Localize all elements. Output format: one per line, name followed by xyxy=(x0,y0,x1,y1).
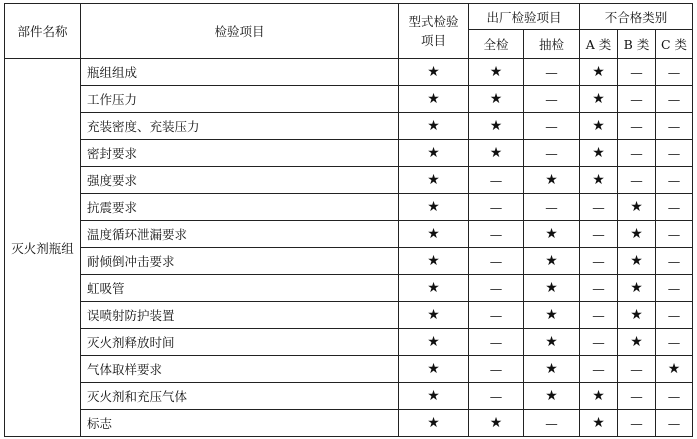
dash-mark: — xyxy=(667,307,681,323)
table-row xyxy=(5,410,693,437)
full-check-cell xyxy=(469,275,524,302)
item-name-cell: 温度循环泄漏要求 xyxy=(81,221,399,248)
dash-mark: — xyxy=(489,226,503,242)
star-mark: ★ xyxy=(545,280,558,296)
full-check-cell xyxy=(469,302,524,329)
sample-check-cell xyxy=(524,113,580,140)
full-check-cell xyxy=(469,167,524,194)
star-mark: ★ xyxy=(667,361,681,377)
table-row xyxy=(5,86,693,113)
class-c-cell xyxy=(656,383,693,410)
header-class-a: A 类 xyxy=(580,30,618,59)
dash-mark: — xyxy=(630,361,643,377)
dash-mark: — xyxy=(667,415,681,431)
type-test-cell xyxy=(399,86,469,113)
class-a-cell xyxy=(580,248,618,275)
star-mark: ★ xyxy=(489,91,503,107)
star-mark: ★ xyxy=(545,226,558,242)
sample-check-cell xyxy=(524,248,580,275)
table-row xyxy=(5,248,693,275)
full-check-cell xyxy=(469,383,524,410)
star-mark: ★ xyxy=(592,145,605,161)
item-name-cell: 灭火剂和充压气体 xyxy=(81,383,399,410)
item-name-cell: 工作压力 xyxy=(81,86,399,113)
class-b-cell xyxy=(618,113,656,140)
dash-mark: — xyxy=(489,334,503,350)
dash-mark: — xyxy=(667,145,681,161)
class-c-cell xyxy=(656,302,693,329)
star-mark: ★ xyxy=(545,388,558,404)
class-b-cell xyxy=(618,86,656,113)
header-row-1 xyxy=(5,4,693,30)
star-mark: ★ xyxy=(427,388,440,404)
star-mark: ★ xyxy=(545,361,558,377)
header-item: 检验项目 xyxy=(81,4,399,59)
star-mark: ★ xyxy=(427,145,440,161)
sample-check-cell xyxy=(524,59,580,86)
star-mark: ★ xyxy=(489,415,503,431)
class-b-cell xyxy=(618,221,656,248)
header-type-test xyxy=(399,4,469,59)
star-mark: ★ xyxy=(592,415,605,431)
class-a-cell xyxy=(580,329,618,356)
class-b-cell xyxy=(618,302,656,329)
star-mark: ★ xyxy=(489,118,503,134)
class-c-cell xyxy=(656,248,693,275)
dash-mark: — xyxy=(592,280,605,296)
class-a-cell xyxy=(580,167,618,194)
star-mark: ★ xyxy=(592,118,605,134)
class-c-cell xyxy=(656,275,693,302)
dash-mark: — xyxy=(667,118,681,134)
class-a-cell xyxy=(580,410,618,437)
star-mark: ★ xyxy=(427,280,440,296)
star-mark: ★ xyxy=(630,280,643,296)
class-a-cell xyxy=(580,86,618,113)
full-check-cell xyxy=(469,329,524,356)
type-test-cell xyxy=(399,59,469,86)
star-mark: ★ xyxy=(489,145,503,161)
dash-mark: — xyxy=(545,64,558,80)
type-test-cell xyxy=(399,329,469,356)
item-name-cell: 强度要求 xyxy=(81,167,399,194)
star-mark: ★ xyxy=(545,334,558,350)
dash-mark: — xyxy=(630,118,643,134)
dash-mark: — xyxy=(592,199,605,215)
class-c-cell xyxy=(656,194,693,221)
dash-mark: — xyxy=(489,253,503,269)
type-test-cell xyxy=(399,302,469,329)
star-mark: ★ xyxy=(427,199,440,215)
class-b-cell xyxy=(618,59,656,86)
star-mark: ★ xyxy=(427,226,440,242)
class-b-cell xyxy=(618,248,656,275)
star-mark: ★ xyxy=(545,253,558,269)
type-test-cell xyxy=(399,383,469,410)
full-check-cell xyxy=(469,248,524,275)
dash-mark: — xyxy=(489,172,503,188)
dash-mark: — xyxy=(592,253,605,269)
dash-mark: — xyxy=(630,415,643,431)
table-row xyxy=(5,221,693,248)
class-c-cell xyxy=(656,140,693,167)
sample-check-cell xyxy=(524,383,580,410)
class-a-cell xyxy=(580,302,618,329)
class-a-cell xyxy=(580,194,618,221)
star-mark: ★ xyxy=(630,226,643,242)
item-name-cell: 误喷射防护装置 xyxy=(81,302,399,329)
dash-mark: — xyxy=(630,64,643,80)
dash-mark: — xyxy=(489,199,503,215)
item-name-cell: 灭火剂释放时间 xyxy=(81,329,399,356)
class-a-cell xyxy=(580,221,618,248)
sample-check-cell xyxy=(524,194,580,221)
header-full: 全检 xyxy=(469,30,524,59)
table-row xyxy=(5,167,693,194)
item-name-cell: 抗震要求 xyxy=(81,194,399,221)
item-name-cell: 瓶组组成 xyxy=(81,59,399,86)
table-row xyxy=(5,302,693,329)
header-type-test-label: 型式检验项目 xyxy=(408,14,459,48)
full-check-cell xyxy=(469,356,524,383)
inspection-table xyxy=(4,3,693,437)
item-name-cell: 充装密度、充装压力 xyxy=(81,113,399,140)
star-mark: ★ xyxy=(630,307,643,323)
dash-mark: — xyxy=(667,199,681,215)
dash-mark: — xyxy=(489,307,503,323)
part-name-cell: 灭火剂瓶组 xyxy=(5,59,81,437)
dash-mark: — xyxy=(592,307,605,323)
type-test-cell xyxy=(399,410,469,437)
header-part-name: 部件名称 xyxy=(5,4,81,59)
class-b-cell xyxy=(618,329,656,356)
header-sample: 抽检 xyxy=(524,30,580,59)
sample-check-cell xyxy=(524,86,580,113)
dash-mark: — xyxy=(545,118,558,134)
class-c-cell xyxy=(656,221,693,248)
sample-check-cell xyxy=(524,221,580,248)
class-a-cell xyxy=(580,113,618,140)
star-mark: ★ xyxy=(592,388,605,404)
dash-mark: — xyxy=(630,91,643,107)
dash-mark: — xyxy=(630,388,643,404)
class-c-cell xyxy=(656,167,693,194)
dash-mark: — xyxy=(489,388,503,404)
table-row xyxy=(5,194,693,221)
sample-check-cell xyxy=(524,356,580,383)
class-b-cell xyxy=(618,410,656,437)
full-check-cell xyxy=(469,221,524,248)
dash-mark: — xyxy=(592,361,605,377)
table-row xyxy=(5,113,693,140)
dash-mark: — xyxy=(667,280,681,296)
class-b-cell xyxy=(618,167,656,194)
table-row xyxy=(5,140,693,167)
star-mark: ★ xyxy=(427,172,440,188)
dash-mark: — xyxy=(667,388,681,404)
star-mark: ★ xyxy=(630,334,643,350)
star-mark: ★ xyxy=(427,118,440,134)
table-row xyxy=(5,59,693,86)
type-test-cell xyxy=(399,194,469,221)
star-mark: ★ xyxy=(427,64,440,80)
dash-mark: — xyxy=(592,334,605,350)
dash-mark: — xyxy=(489,361,503,377)
header-factory-test: 出厂检验项目 xyxy=(469,4,580,30)
item-name-cell: 气体取样要求 xyxy=(81,356,399,383)
class-c-cell xyxy=(656,86,693,113)
table-row xyxy=(5,275,693,302)
class-a-cell xyxy=(580,140,618,167)
dash-mark: — xyxy=(592,226,605,242)
star-mark: ★ xyxy=(427,253,440,269)
type-test-cell xyxy=(399,140,469,167)
sample-check-cell xyxy=(524,275,580,302)
item-name-cell: 耐倾倒冲击要求 xyxy=(81,248,399,275)
type-test-cell xyxy=(399,167,469,194)
star-mark: ★ xyxy=(545,307,558,323)
star-mark: ★ xyxy=(427,415,440,431)
class-a-cell xyxy=(580,275,618,302)
full-check-cell xyxy=(469,194,524,221)
class-c-cell xyxy=(656,113,693,140)
type-test-cell xyxy=(399,275,469,302)
star-mark: ★ xyxy=(427,361,440,377)
dash-mark: — xyxy=(545,91,558,107)
sample-check-cell xyxy=(524,410,580,437)
type-test-cell xyxy=(399,113,469,140)
star-mark: ★ xyxy=(592,91,605,107)
dash-mark: — xyxy=(630,145,643,161)
header-nonconformity: 不合格类别 xyxy=(580,4,693,30)
star-mark: ★ xyxy=(592,172,605,188)
sample-check-cell xyxy=(524,140,580,167)
item-name-cell: 密封要求 xyxy=(81,140,399,167)
dash-mark: — xyxy=(545,199,558,215)
dash-mark: — xyxy=(667,172,681,188)
class-a-cell xyxy=(580,356,618,383)
class-c-cell xyxy=(656,410,693,437)
table-row xyxy=(5,383,693,410)
class-b-cell xyxy=(618,275,656,302)
item-name-cell: 标志 xyxy=(81,410,399,437)
header-class-c: C 类 xyxy=(656,30,693,59)
full-check-cell xyxy=(469,410,524,437)
star-mark: ★ xyxy=(427,91,440,107)
class-a-cell xyxy=(580,383,618,410)
class-c-cell xyxy=(656,329,693,356)
class-b-cell xyxy=(618,140,656,167)
dash-mark: — xyxy=(630,172,643,188)
table-row xyxy=(5,329,693,356)
class-b-cell xyxy=(618,383,656,410)
star-mark: ★ xyxy=(630,199,643,215)
type-test-cell xyxy=(399,356,469,383)
full-check-cell xyxy=(469,86,524,113)
dash-mark: — xyxy=(545,415,558,431)
full-check-cell xyxy=(469,59,524,86)
dash-mark: — xyxy=(667,91,681,107)
class-b-cell xyxy=(618,194,656,221)
header-class-b: B 类 xyxy=(618,30,656,59)
table-row xyxy=(5,356,693,383)
full-check-cell xyxy=(469,113,524,140)
sample-check-cell xyxy=(524,167,580,194)
star-mark: ★ xyxy=(427,334,440,350)
sample-check-cell xyxy=(524,302,580,329)
class-b-cell xyxy=(618,356,656,383)
type-test-cell xyxy=(399,248,469,275)
class-c-cell xyxy=(656,59,693,86)
dash-mark: — xyxy=(545,145,558,161)
dash-mark: — xyxy=(667,253,681,269)
star-mark: ★ xyxy=(489,64,503,80)
item-name-cell: 虹吸管 xyxy=(81,275,399,302)
sample-check-cell xyxy=(524,329,580,356)
star-mark: ★ xyxy=(592,64,605,80)
dash-mark: — xyxy=(489,280,503,296)
type-test-cell xyxy=(399,221,469,248)
dash-mark: — xyxy=(667,226,681,242)
class-c-cell xyxy=(656,356,693,383)
dash-mark: — xyxy=(667,64,681,80)
dash-mark: — xyxy=(667,334,681,350)
class-a-cell xyxy=(580,59,618,86)
star-mark: ★ xyxy=(630,253,643,269)
star-mark: ★ xyxy=(545,172,558,188)
full-check-cell xyxy=(469,140,524,167)
star-mark: ★ xyxy=(427,307,440,323)
